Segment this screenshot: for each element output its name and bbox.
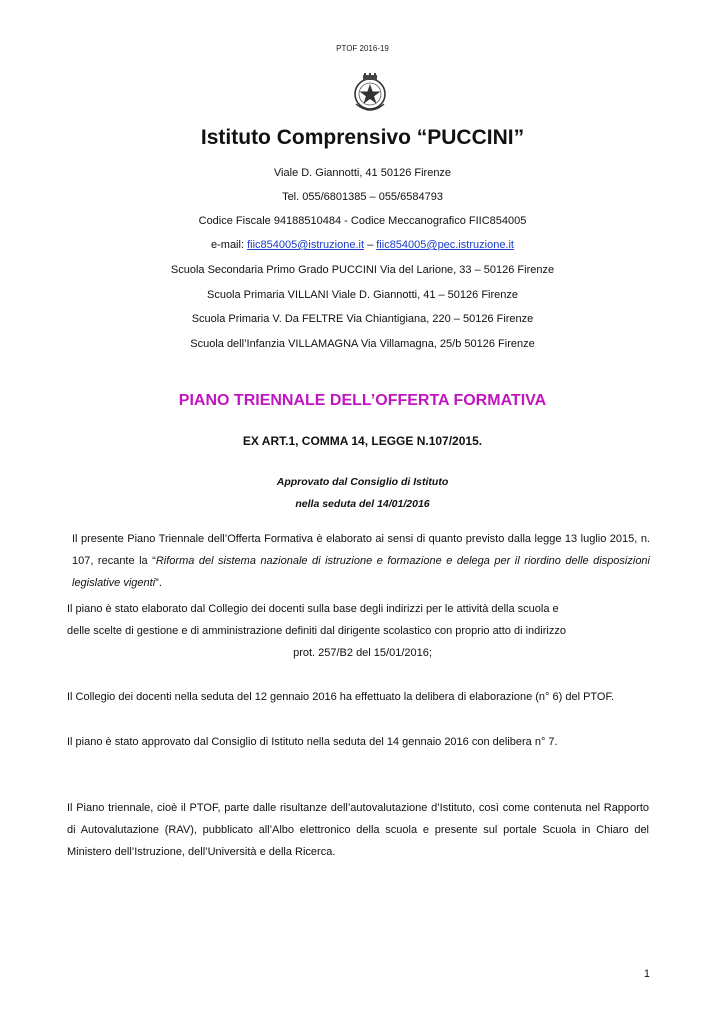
email-link-istruzione[interactable]: fiic854005@istruzione.it <box>247 239 365 251</box>
paragraph-collegio: Il Collegio dei docenti nella seduta del 12 gennaio 2016 ha effettuato la delibera di elaborazione (n° 6) del PTOF. <box>67 691 615 703</box>
document-title: PIANO TRIENNALE DELL’OFFERTA FORMATIVA <box>178 392 547 409</box>
site-secondaria-puccini: Scuola Secondaria Primo Grado PUCCINI Via del Larione, 33 – 50126 Firenze <box>170 264 555 276</box>
school-email-line <box>0 239 725 251</box>
approval-line-2: nella seduta del 14/01/2016 <box>295 498 430 510</box>
approval-line-1: Approvato dal Consiglio di Istituto <box>276 476 449 488</box>
law-title-italic: Riforma del sistema nazionale di istruzione e formazione e delega per il riordino delle disposizioni legislative vigenti <box>72 555 650 589</box>
paragraph-consiglio: Il piano è stato approvato dal Consiglio di Istituto nella seduta del 14 gennaio 2016 con delibera n° 7. <box>67 736 558 748</box>
paragraph-elaboration-1: Il piano è stato elaborato dal Collegio dei docenti sulla base degli indirizzi per le attività della scuola e <box>67 603 559 615</box>
school-codes: Codice Fiscale 94188510484 - Codice Meccanografico FIIC854005 <box>198 215 527 227</box>
italian-republic-emblem-icon <box>350 72 390 114</box>
paragraph-intro-end: ”. <box>155 577 162 589</box>
document-subtitle: EX ART.1, COMMA 14, LEGGE N.107/2015. <box>242 434 483 448</box>
school-phone: Tel. 055/6801385 – 055/6584793 <box>282 191 443 203</box>
paragraph-intro-start: Il presente Piano Triennale dell’Offerta Formativa è elaborato ai sensi di quanto previsto dalla legge 13 luglio 2015, n. 107, recante la “ <box>72 533 650 567</box>
paragraph-elaboration-3: prot. 257/B2 del 15/01/2016; <box>293 647 432 659</box>
site-primaria-villani: Scuola Primaria VILLANI Viale D. Giannotti, 41 – 50126 Firenze <box>206 289 519 301</box>
email-link-pec[interactable]: fiic854005@pec.istruzione.it <box>376 239 514 251</box>
paragraph-rav: Il Piano triennale, cioè il PTOF, parte dalle risultanze dell’autovalutazione d’Istituto, così come contenuta nel Rapporto di Autovalutazione (RAV), pubblicato all’Albo elettronico della scuola e presente sul portale Scuola in Chiaro del Ministero dell’Istruzione, dell’Università e della Ricerca. <box>67 802 649 858</box>
school-name: Istituto Comprensivo “PUCCINI” <box>200 126 525 149</box>
email-separator: – <box>364 239 377 251</box>
paragraph-elaboration-2: delle scelte di gestione e di amministrazione definiti dal dirigente scolastico con proprio atto di indirizzo <box>67 625 566 637</box>
site-infanzia-villamagna: Scuola dell’Infanzia VILLAMAGNA Via Villamagna, 25/b 50126 Firenze <box>190 338 535 350</box>
paragraph-intro <box>72 528 650 594</box>
page-number: 1 <box>643 968 650 980</box>
running-header: PTOF 2016-19 <box>336 44 389 53</box>
site-primaria-da-feltre: Scuola Primaria V. Da FELTRE Via Chiantigiana, 220 – 50126 Firenze <box>191 313 534 325</box>
school-address: Viale D. Giannotti, 41 50126 Firenze <box>273 167 452 179</box>
email-prefix: e-mail: <box>211 239 248 251</box>
